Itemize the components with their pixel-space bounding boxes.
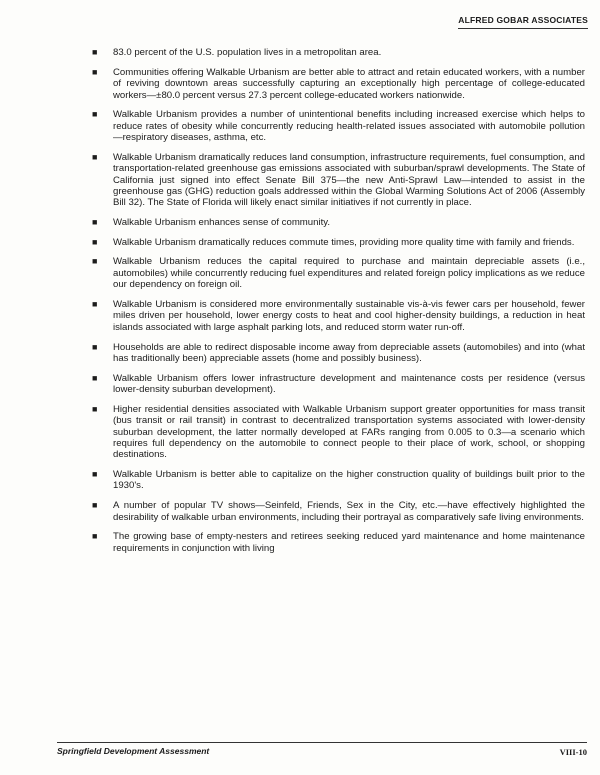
bullet-item	[92, 217, 585, 228]
bullet-item	[92, 237, 585, 248]
header-title: ALFRED GOBAR ASSOCIATES	[458, 15, 588, 29]
bullet-text: Walkable Urbanism provides a number of unintentional benefits including increased exercise which helps to reduce rates of obesity while concurrently reducing health-related issues associated with automobile pollution—respiratory diseases, asthma, etc.	[113, 109, 585, 144]
bullet-text: Walkable Urbanism is better able to capitalize on the higher construction quality of buildings built prior to the 1930's.	[113, 469, 585, 492]
bullet-text: The growing base of empty-nesters and retirees seeking reduced yard maintenance and home maintenance requirements in conjunction with living	[113, 531, 585, 554]
bullet-marker-icon: ■	[92, 256, 98, 267]
bullet-text: Walkable Urbanism dramatically reduces commute times, providing more quality time with family and friends.	[113, 236, 575, 248]
bullet-item	[92, 299, 585, 333]
bullet-marker-icon: ■	[92, 403, 98, 414]
bullet-item	[92, 47, 585, 58]
bullet-text: Higher residential densities associated with Walkable Urbanism support greater opportunities for mass transit (bus transit or rail transit) in contrast to decentralized transportation systems associated with lower-density suburban development, the latter normally developed at FARs ranging from 0.005 to 0.3—a scenario which requires full dependency on the automobile to connect people to their place of work, school, or shopping destinations.	[113, 403, 585, 461]
bullet-text: A number of popular TV shows—Seinfeld, Friends, Sex in the City, etc.—have effectively highlighted the desirability of walkable urban environments, including their portrayal as comparatively safe living environments.	[113, 500, 585, 523]
bullet-item	[92, 469, 585, 492]
bullet-item	[92, 404, 585, 461]
bullet-marker-icon: ■	[92, 217, 98, 228]
bullet-text: Walkable Urbanism is considered more environmentally sustainable vis-à-vis fewer cars per household, fewer miles driven per household, lower energy costs to heat and cool higher-density buildings, a reduction in heat islands associated with large asphalt parking lots, and reduced storm water run-off.	[113, 298, 585, 333]
bullet-marker-icon: ■	[92, 500, 98, 511]
bullet-marker-icon: ■	[92, 66, 98, 77]
bullet-text: Walkable Urbanism dramatically reduces land consumption, infrastructure requirements, fuel consumption, and transportation-related greenhouse gas emissions associated with suburban/sprawl developments. The State of California just signed into effect Senate Bill 375—the new Anti-Sprawl Law—intended to assist in the greenhouse gas (GHG) reduction goals addressed within the Global Warming Solutions Act of 2006 (Assembly Bill 32). The State of Florida will likely enact similar initiatives if not currently in place.	[113, 151, 585, 209]
page-number: VIII-10	[559, 747, 587, 757]
bullet-text: Walkable Urbanism enhances sense of community.	[113, 217, 331, 229]
footer-document-title: Springfield Development Assessment	[57, 746, 210, 756]
bullet-marker-icon: ■	[92, 236, 98, 247]
bullet-text: Households are able to redirect disposable income away from depreciable assets (automobiles) and into (what has traditionally been) appreciable assets (home and possibly business).	[113, 341, 585, 364]
bullet-item	[92, 342, 585, 365]
bullet-text: Communities offering Walkable Urbanism are better able to attract and retain educated workers, with a number of reviving downtown areas successfully capturing an exceptionally high percentage of college-educated workers—±80.0 percent versus 27.3 percent college-educated workers nationwide.	[113, 66, 585, 101]
bullet-marker-icon: ■	[92, 151, 98, 162]
bullet-item	[92, 531, 585, 554]
bullet-item	[92, 109, 585, 143]
bullet-marker-icon: ■	[92, 109, 98, 120]
bullet-text: 83.0 percent of the U.S. population lives in a metropolitan area.	[113, 47, 382, 58]
bullet-list	[92, 47, 585, 562]
bullet-item	[92, 500, 585, 523]
bullet-item	[92, 373, 585, 396]
bullet-marker-icon: ■	[92, 372, 98, 383]
bullet-item	[92, 152, 585, 209]
bullet-item	[92, 67, 585, 101]
bullet-item	[92, 256, 585, 290]
bullet-marker-icon: ■	[92, 47, 98, 57]
bullet-marker-icon: ■	[92, 341, 98, 352]
bullet-marker-icon: ■	[92, 531, 98, 542]
bullet-text: Walkable Urbanism reduces the capital required to purchase and maintain depreciable assets (i.e., automobiles) while concurrently reducing fuel expenditures and related foreign policy implications as we reduce our dependency on foreign oil.	[113, 256, 585, 291]
bullet-text: Walkable Urbanism offers lower infrastructure development and maintenance costs per residence (versus lower-density suburban development).	[113, 372, 585, 396]
bullet-marker-icon: ■	[92, 298, 98, 309]
footer-divider	[57, 742, 587, 743]
bullet-marker-icon: ■	[92, 469, 98, 480]
